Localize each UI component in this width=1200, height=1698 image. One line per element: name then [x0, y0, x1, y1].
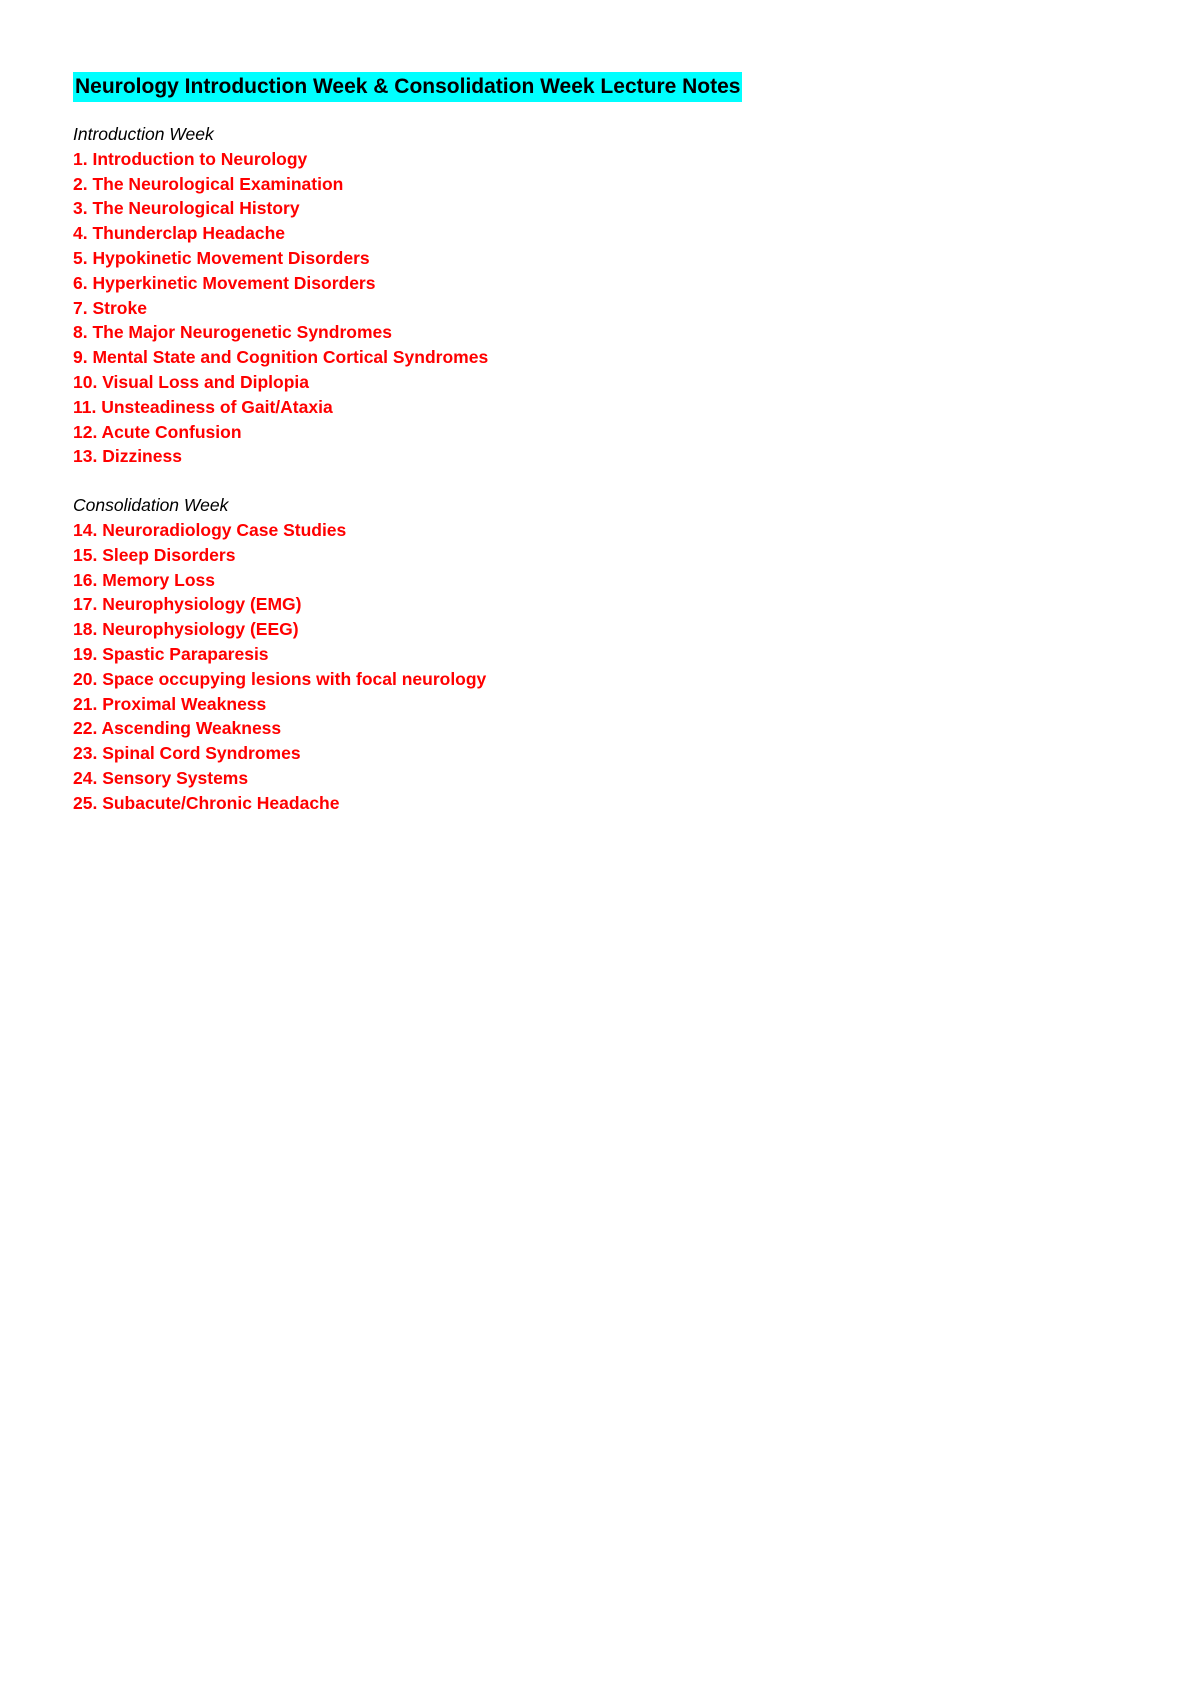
- section-consolidation-week: [73, 493, 1123, 815]
- lecture-item: 17. Neurophysiology (EMG): [73, 594, 302, 615]
- lecture-item: 19. Spastic Paraparesis: [73, 643, 269, 664]
- lecture-item: 2. The Neurological Examination: [73, 173, 344, 194]
- document-content: [73, 72, 1123, 816]
- lecture-list: [73, 147, 1123, 469]
- section-heading: Introduction Week: [73, 124, 214, 144]
- lecture-item: 11. Unsteadiness of Gait/Ataxia: [73, 396, 333, 417]
- lecture-sections: [73, 122, 1123, 816]
- lecture-item: 16. Memory Loss: [73, 569, 215, 590]
- lecture-item: 7. Stroke: [73, 297, 147, 318]
- lecture-item: 23. Spinal Cord Syndromes: [73, 743, 301, 764]
- lecture-item: 8. The Major Neurogenetic Syndromes: [73, 322, 392, 343]
- lecture-item: 13. Dizziness: [73, 446, 182, 467]
- section-heading: Consolidation Week: [73, 495, 229, 516]
- lecture-item: 1. Introduction to Neurology: [73, 148, 308, 169]
- lecture-item: 24. Sensory Systems: [73, 767, 249, 788]
- lecture-item: 21. Proximal Weakness: [73, 693, 267, 714]
- lecture-item: 9. Mental State and Cognition Cortical Syndromes: [73, 347, 489, 368]
- lecture-item: 25. Subacute/Chronic Headache: [73, 792, 340, 813]
- lecture-item: 15. Sleep Disorders: [73, 544, 236, 565]
- lecture-item: 10. Visual Loss and Diplopia: [73, 371, 309, 392]
- lecture-item: 14. Neuroradiology Case Studies: [73, 519, 347, 540]
- lecture-item: 22. Ascending Weakness: [73, 718, 282, 739]
- lecture-item: 12. Acute Confusion: [73, 421, 242, 442]
- document-title: Neurology Introduction Week & Consolidation Week Lecture Notes: [73, 72, 742, 102]
- lecture-item: 18. Neurophysiology (EEG): [73, 619, 299, 640]
- lecture-item: 3. The Neurological History: [73, 198, 300, 219]
- section-introduction-week: [73, 122, 1123, 469]
- lecture-item: 5. Hypokinetic Movement Disorders: [73, 247, 370, 268]
- lecture-item: 4. Thunderclap Headache: [73, 223, 286, 244]
- lecture-item: 6. Hyperkinetic Movement Disorders: [73, 272, 376, 293]
- lecture-item: 20. Space occupying lesions with focal neurology: [73, 668, 487, 689]
- lecture-list: [73, 518, 1123, 816]
